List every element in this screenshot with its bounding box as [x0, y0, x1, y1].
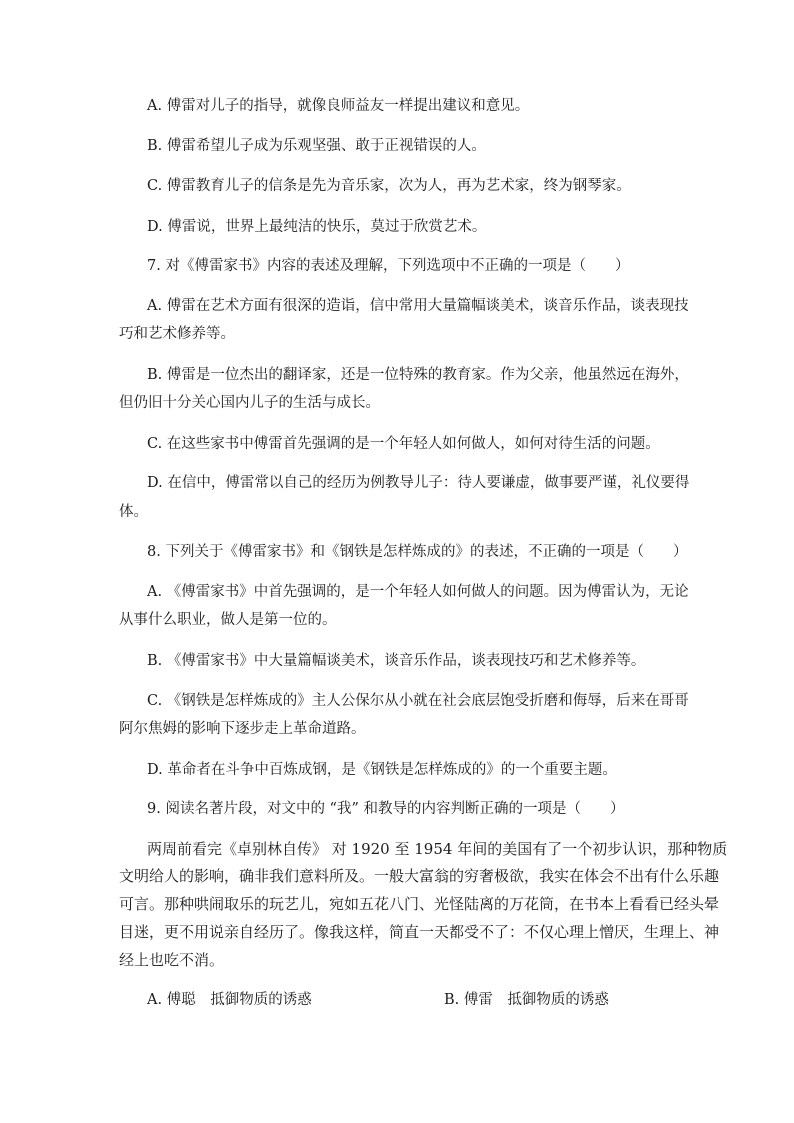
q7-option-d-line2: 体。 [119, 504, 148, 520]
q8-option-a-line1: A. 《傅雷家书》中首先强调的，是一个年轻人如何做人的问题。因为傅雷认为，无论 [147, 584, 689, 600]
passage-line-2: 文明给人的影响，确非我们意料所及。一般大富翁的穷奢极欲，我实在体会不出有什么乐趣 [119, 867, 720, 885]
passage-line-3: 可言。那种哄闹取乐的玩艺儿，宛如五花八门、光怪陆离的万花筒，在书本上看看已经头晕 [119, 895, 720, 913]
question-7: 7. 对《傅雷家书》内容的表述及理解，下列选项中不正确的一项是（ ） [147, 258, 630, 274]
question-9: 9. 阅读名著片段，对文中的 “我” 和教导的内容判断正确的一项是（ ） [147, 801, 625, 817]
q9-option-b: B. 傅雷 抵御物质的诱惑 [444, 992, 609, 1008]
q8-option-a-line2: 从事什么职业，做人是第一位的。 [119, 612, 337, 628]
q7-option-a-line2: 巧和艺术修养等。 [119, 326, 235, 342]
q6-option-c: C. 傅雷教育儿子的信条是先为音乐家，次为人，再为艺术家，终为钢琴家。 [147, 178, 631, 194]
q7-option-d-line1: D. 在信中，傅雷常以自己的经历为例教导儿子：待人要谦虚，做事要严谨，礼仪要得 [147, 475, 690, 491]
q7-option-b-line1: B. 傅雷是一位杰出的翻译家，还是一位特殊的教育家。作为父亲，他虽然远在海外， [147, 367, 689, 383]
q8-option-c-line2: 阿尔焦姆的影响下逐步走上革命道路。 [119, 721, 366, 737]
q6-option-d: D. 傅雷说，世界上最纯洁的快乐，莫过于欣赏艺术。 [147, 219, 487, 235]
q8-option-c-line1: C. 《钢铁是怎样炼成的》主人公保尔从小就在社会底层饱受折磨和侮辱，后来在哥哥 [147, 693, 689, 709]
passage-line-5: 经上也吃不消。 [119, 951, 225, 969]
q7-option-a-line1: A. 傅雷在艺术方面有很深的造诣，信中常用大量篇幅谈美术，谈音乐作品，谈表现技 [147, 298, 689, 314]
q8-option-b: B. 《傅雷家书》中大量篇幅谈美术，谈音乐作品，谈表现技巧和艺术修养等。 [147, 653, 646, 669]
q8-option-d: D. 革命者在斗争中百炼成钢，是《钢铁是怎样炼成的》的一个重要主题。 [147, 762, 617, 778]
q7-option-b-line2: 但仍旧十分关心国内儿子的生活与成长。 [119, 395, 380, 411]
passage-line-4: 目迷，更不用说亲自经历了。像我这样，简直一天都受不了：不仅心理上憎厌，生理上、神 [119, 923, 720, 941]
q9-option-a: A. 傅聪 抵御物质的诱惑 [147, 992, 312, 1008]
q7-option-c: C. 在这些家书中傅雷首先强调的是一个年轻人如何做人，如何对待生活的问题。 [147, 436, 660, 452]
q6-option-a: A. 傅雷对儿子的指导，就像良师益友一样提出建议和意见。 [147, 98, 530, 114]
passage-line-1: 两周前看完《卓别林自传》 对 1920 至 1954 年间的美国有了一个初步认识，那种物质 [147, 840, 728, 858]
question-8: 8. 下列关于《傅雷家书》和《钢铁是怎样炼成的》的表述，不正确的一项是（ ） [147, 544, 688, 560]
q6-option-b: B. 傅雷希望儿子成为乐观坚强、敢于正视错误的人。 [147, 138, 486, 154]
